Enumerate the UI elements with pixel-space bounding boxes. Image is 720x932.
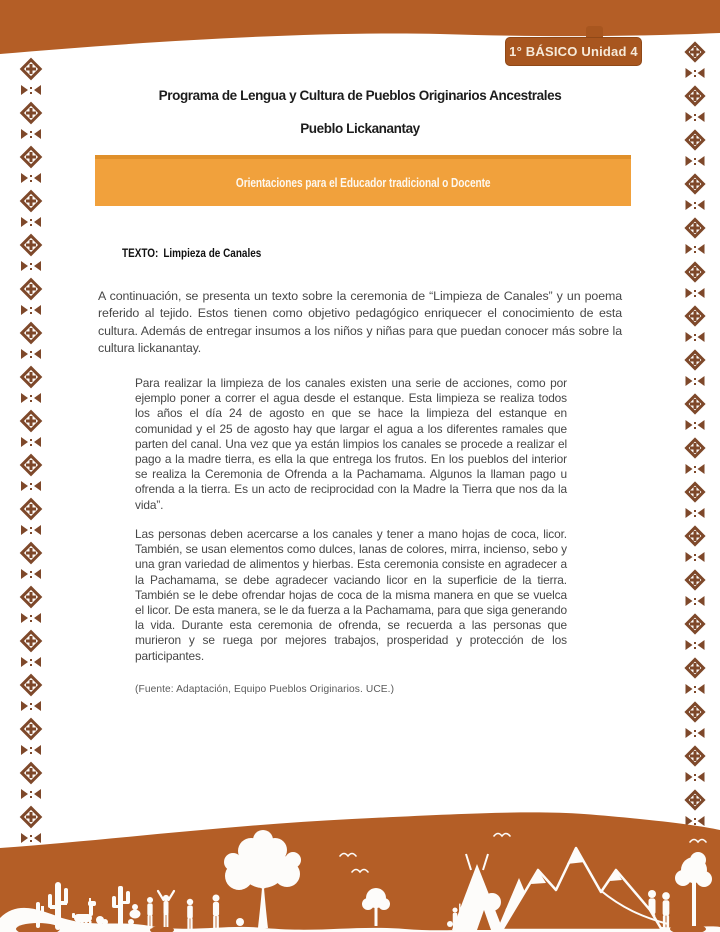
texto-heading-label: TEXTO: [122,246,159,260]
offering-paragraph: Las personas deben acercarse a los canales y tener a mano hojas de coca, licor. También, se usan elementos como dulces, lanas de colores, mirra, incienso, sebo y una gran variedad de alimentos y hierbas. Esta ceremonia consiste en agradecer a la Pachamama, se debe agradecer vaciando licor en la superficie de la tierra. También se le debe ofrendar hojas de coca de la misma manera en que se vuelca el licor. De esta manera, se le da fuerza a la Pachamama, para que siga generando la vida. Durante esta ceremonia de ofrenda, se recuerda a las personas que murieron y se ruega por mejores trabajos, prosperidad y protección de los participantes. [135,527,567,663]
unit-badge [505,37,642,66]
footer-illustration [0,752,720,932]
orientation-banner-label: Orientaciones para el Educador tradicional o Docente [235,175,491,190]
texto-heading-title: Limpieza de Canales [163,246,262,260]
source-citation: (Fuente: Adaptación, Equipo Pueblos Originarios. UCE.) [135,684,395,695]
orientation-banner [95,155,631,206]
pueblo-subtitle: Pueblo Lickanantay [300,121,420,136]
ceremony-paragraph: Para realizar la limpieza de los canales existen una serie de acciones, como por ejemplo poner a correr el agua desde el estanque. Esta limpieza se realiza todos los años el día 24 de agosto en que se hace la limpieza del estanque en comunidad y el 25 de agosto hay que largar el agua a los diferentes ramales que parten del canal. Una vez que ya están limpios los canales se procede a realizar el pago a la madre tierra, es ella la que entrega los frutos. En los pueblos del interior se realiza la Ceremonia de Ofrenda a la Pachamama. Algunos la llaman pago u ofrenda a la tierra. Es un acto de reciprocidad con la Madre la Tierra que nos da la vida”. [135,376,567,512]
texto-heading [122,246,261,260]
unit-badge-label: 1° BÁSICO Unidad 4 [509,44,638,59]
program-title: Programa de Lengua y Cultura de Pueblos Originarios Ancestrales [158,88,562,103]
right-weave-border [684,37,706,857]
intro-paragraph: A continuación, se presenta un texto sobre la ceremonia de “Limpieza de Canales” y un poema referido al tejido. Estos tienen como objetivo pedagógico enriquecer el conocimiento de esta cultura. Además de entregar insumos a los niños y niñas para que puedan conocer más sobre la cultura lickanantay. [98,289,622,356]
left-weave-border [19,54,43,854]
